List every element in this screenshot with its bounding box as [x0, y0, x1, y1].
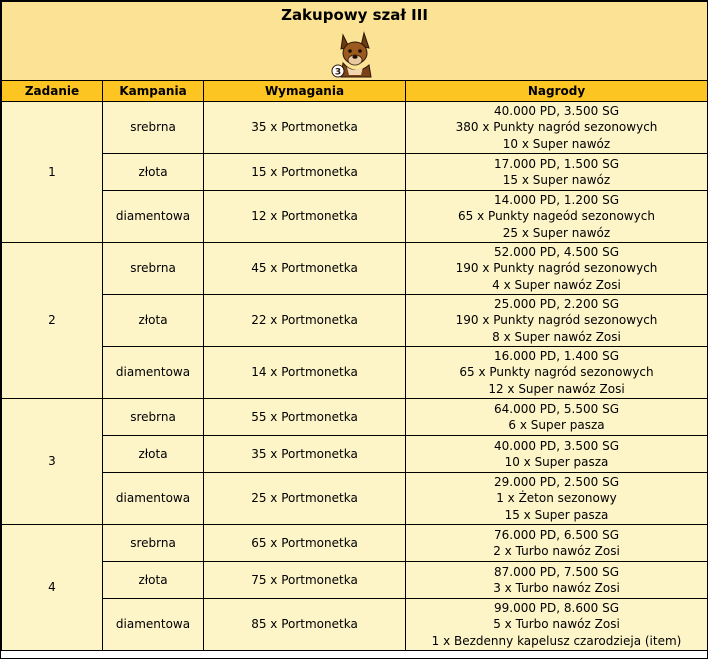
- reward-line: 25.000 PD, 2.200 SG: [494, 297, 619, 312]
- zadanie-cell: 2: [2, 243, 103, 399]
- kampania-cell: złota: [103, 562, 204, 599]
- reward-line: 190 x Punkty nagród sezonowych: [455, 261, 658, 276]
- nagrody-cell: [406, 473, 708, 525]
- nagrody-cell: [406, 436, 708, 473]
- wymagania-cell: 15 x Portmonetka: [204, 154, 406, 191]
- wymagania-cell: 12 x Portmonetka: [204, 191, 406, 243]
- kampania-cell: diamentowa: [103, 347, 204, 399]
- kampania-cell: srebrna: [103, 102, 204, 154]
- dog-mascot-icon: [331, 29, 379, 79]
- reward-line: 12 x Super nawóz Zosi: [488, 381, 625, 396]
- reward-line: 16.000 PD, 1.400 SG: [494, 349, 619, 364]
- table-row: [2, 243, 708, 295]
- kampania-cell: złota: [103, 154, 204, 191]
- table-row: [2, 191, 708, 243]
- reward-line: 52.000 PD, 4.500 SG: [494, 245, 619, 260]
- reward-line: 64.000 PD, 5.500 SG: [494, 401, 619, 416]
- wymagania-cell: 35 x Portmonetka: [204, 102, 406, 154]
- nagrody-cell: [406, 347, 708, 399]
- reward-line: 15 x Super nawóz: [502, 173, 611, 187]
- table-row: [2, 347, 708, 399]
- reward-line: 6 x Super pasza: [508, 418, 605, 432]
- wymagania-cell: 75 x Portmonetka: [204, 562, 406, 599]
- reward-line: 99.000 PD, 8.600 SG: [494, 601, 619, 616]
- table-row: [2, 102, 708, 154]
- kampania-cell: diamentowa: [103, 191, 204, 243]
- reward-line: 65 x Punkty nageód sezonowych: [458, 209, 655, 224]
- table-row: [2, 436, 708, 473]
- table-row: [2, 562, 708, 599]
- icon-badge-number: 3: [334, 67, 341, 78]
- header-wymagania: Wymagania: [204, 81, 406, 102]
- rewards-table: [1, 1, 708, 651]
- nagrody-cell: [406, 154, 708, 191]
- reward-line: 65 x Punkty nagród sezonowych: [459, 365, 654, 380]
- header-kampania: Kampania: [103, 81, 204, 102]
- kampania-cell: srebrna: [103, 525, 204, 562]
- wymagania-cell: 55 x Portmonetka: [204, 399, 406, 436]
- nagrody-cell: [406, 599, 708, 651]
- kampania-cell: złota: [103, 295, 204, 347]
- kampania-cell: diamentowa: [103, 473, 204, 525]
- table-row: [2, 599, 708, 651]
- reward-line: 3 x Turbo nawóz Zosi: [493, 581, 620, 595]
- wymagania-cell: 35 x Portmonetka: [204, 436, 406, 473]
- reward-line: 87.000 PD, 7.500 SG: [494, 564, 619, 579]
- wymagania-cell: 85 x Portmonetka: [204, 599, 406, 651]
- zadanie-cell: 4: [2, 525, 103, 651]
- reward-line: 5 x Turbo nawóz Zosi: [493, 617, 620, 632]
- table-row: [2, 295, 708, 347]
- nagrody-cell: [406, 295, 708, 347]
- zadanie-cell: 3: [2, 399, 103, 525]
- table-row: [2, 399, 708, 436]
- reward-line: 190 x Punkty nagród sezonowych: [455, 313, 658, 328]
- reward-line: 10 x Super nawóz: [502, 136, 611, 151]
- kampania-cell: srebrna: [103, 399, 204, 436]
- reward-line: 15 x Super pasza: [504, 507, 609, 522]
- nagrody-cell: [406, 102, 708, 154]
- reward-line: 40.000 PD, 3.500 SG: [494, 104, 619, 119]
- reward-line: 25 x Super nawóz: [502, 225, 611, 240]
- reward-line: 1 x Bezdenny kapelusz czarodzieja (item): [431, 633, 682, 648]
- wymagania-cell: 45 x Portmonetka: [204, 243, 406, 295]
- table-row: [2, 525, 708, 562]
- reward-line: 10 x Super pasza: [504, 455, 609, 469]
- reward-line: 2 x Turbo nawóz Zosi: [493, 544, 620, 558]
- table-row: [2, 473, 708, 525]
- header-nagrody: Nagrody: [406, 81, 708, 102]
- nagrody-cell: [406, 525, 708, 562]
- page-title: Zakupowy szał III: [2, 2, 708, 29]
- reward-line: 40.000 PD, 3.500 SG: [494, 438, 619, 453]
- kampania-cell: złota: [103, 436, 204, 473]
- reward-line: 4 x Super nawóz Zosi: [492, 277, 621, 292]
- wymagania-cell: 14 x Portmonetka: [204, 347, 406, 399]
- wymagania-cell: 25 x Portmonetka: [204, 473, 406, 525]
- wymagania-cell: 65 x Portmonetka: [204, 525, 406, 562]
- reward-line: 17.000 PD, 1.500 SG: [494, 156, 619, 171]
- icon-cell: [2, 28, 708, 81]
- reward-line: 76.000 PD, 6.500 SG: [494, 527, 619, 542]
- nagrody-cell: [406, 243, 708, 295]
- wymagania-cell: 22 x Portmonetka: [204, 295, 406, 347]
- reward-line: 1 x Żeton sezonowy: [496, 491, 617, 506]
- table-row: [2, 154, 708, 191]
- nagrody-cell: [406, 399, 708, 436]
- reward-line: 29.000 PD, 2.500 SG: [494, 475, 619, 490]
- nagrody-cell: [406, 191, 708, 243]
- reward-line: 8 x Super nawóz Zosi: [492, 329, 621, 344]
- reward-line: 14.000 PD, 1.200 SG: [494, 193, 619, 208]
- reward-line: 380 x Punkty nagród sezonowych: [455, 120, 658, 135]
- kampania-cell: diamentowa: [103, 599, 204, 651]
- kampania-cell: srebrna: [103, 243, 204, 295]
- nagrody-cell: [406, 562, 708, 599]
- zadanie-cell: 1: [2, 102, 103, 243]
- header-zadanie: Zadanie: [2, 81, 103, 102]
